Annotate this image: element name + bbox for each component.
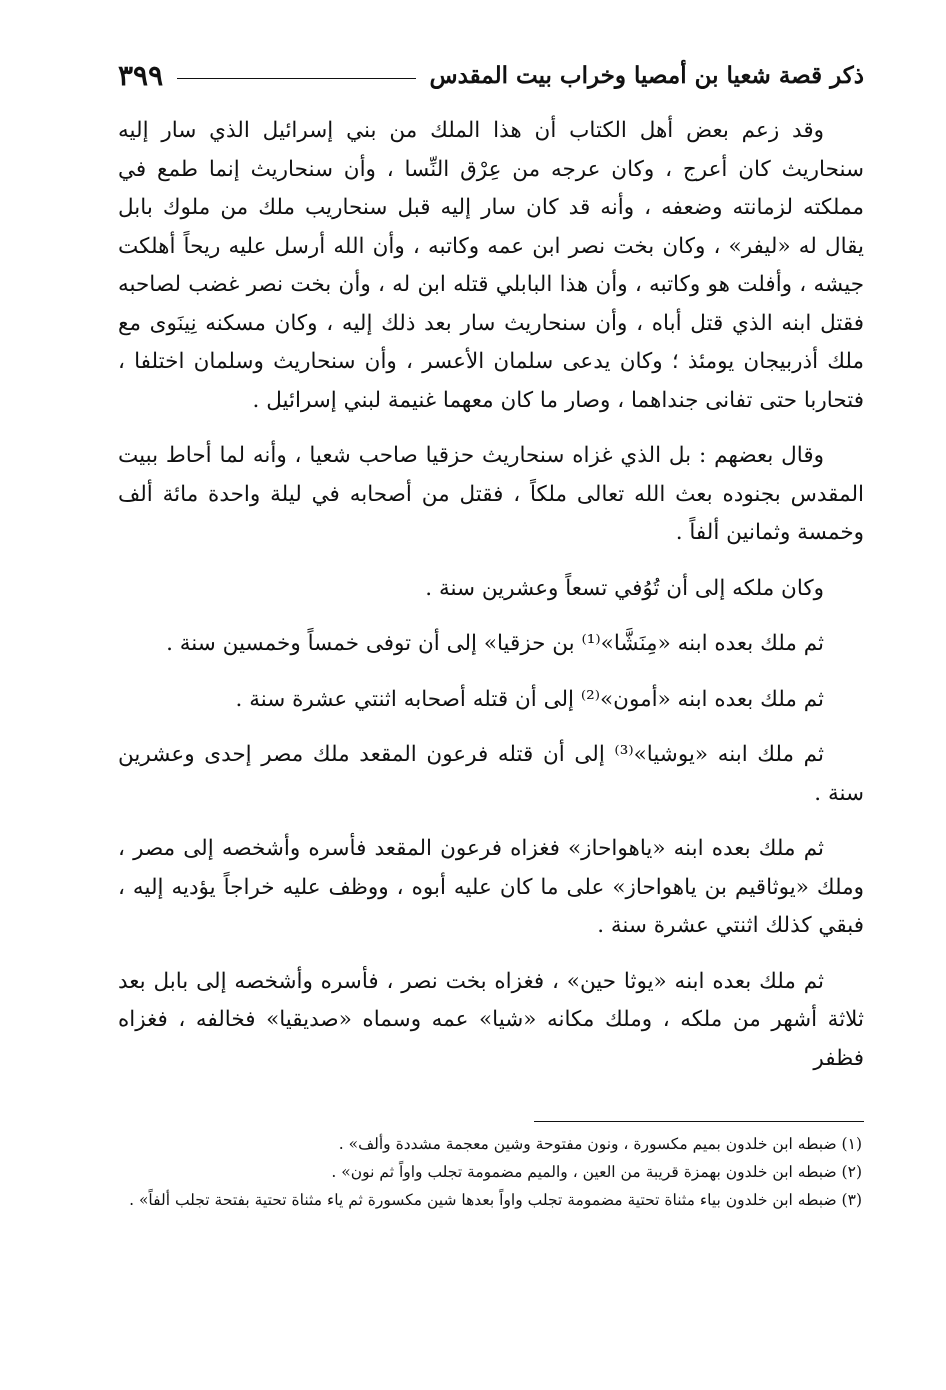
footnotes xyxy=(118,1130,862,1214)
page-number: ٣٩٩ xyxy=(118,58,164,92)
footnote-3: (٣) ضبطه ابن خلدون بياء مثناة تحتية مضمومة تجلب واواً بعدها شين مكسورة ثم ياء مثناة تحتية بفتحة تجلب ألفاً» . xyxy=(129,1191,862,1209)
page-header xyxy=(118,52,864,98)
paragraph-8: ثم ملك بعده ابنه «يوثا حين» ، فغزاه بخت نصر ، فأسره وأشخصه إلى بابل بعد ثلاثة أشهر من ملكه ، وملك مكانه «شيا» عمه وسماه «صديقيا» فخالفه ، فغزاه فظفر xyxy=(118,968,864,1071)
paragraph-4: ثم ملك بعده ابنه «مِنَشَّا»⁽¹⁾ بن حزقيا» إلى أن توفى خمساً وخمسين سنة . xyxy=(166,631,824,656)
header-rule xyxy=(177,78,415,79)
running-title: ذكر قصة شعيا بن أمصيا وخراب بيت المقدس xyxy=(429,61,864,89)
paragraph-2: وقال بعضهم : بل الذي غزاه سنحاريث حزقيا صاحب شعيا ، وأنه لما أحاط ببيت المقدس بجنوده بعث الله تعالى ملكاً ، فقتل من أصحابه في ليلة واحدة مائة ألف وخمسة وثمانين ألفاً . xyxy=(118,443,864,545)
paragraph-5: ثم ملك بعده ابنه «أمون»⁽²⁾ إلى أن قتله أصحابه اثنتي عشرة سنة . xyxy=(235,686,824,712)
paragraph-1: وقد زعم بعض أهل الكتاب أن هذا الملك من بني إسرائيل الذي سار إليه سنحاريث كان أعرج ، وكان عرجه من عِرْق النِّسا ، وأن سنحاريث إنما طمع في مملكته لزمانته وضعفه ، وأنه قد كان سار إليه قبل سنحاريب ملك من ملوك بابل يقال له «ليفر» ، وكان بخت نصر ابن عمه وكاتبه ، وأن الله أرسل عليه ريحاً أهلكت جيشه ، وأفلت هو وكاتبه ، وأن هذا البابلي قتله ابن له ، وأن بخت نصر غضب لصاحبه فقتل ابنه الذي قتل أباه ، وأن سنحاريث سار بعد ذلك إليه ، وكان مسكنه نِينَوى مع ملك أذربيجان يومئذ ؛ وكان يدعى سلمان الأعسر ، وأن سنحاريث وسلمان اختلفا ، فتحاربا حتى تفانى جنداهما ، وصار ما كان معهما غنيمة لبني إسرائيل . xyxy=(118,118,864,413)
footnote-1: (١) ضبطه ابن خلدون بميم مكسورة ، ونون مفتوحة وشين معجمة مشددة وألف» . xyxy=(338,1135,862,1153)
paragraph-6: ثم ملك ابنه «يوشيا»⁽³⁾ إلى أن قتله فرعون المقعد ملك مصر إحدى وعشرين سنة . xyxy=(118,742,864,806)
body-text xyxy=(118,112,864,1095)
paragraph-7: ثم ملك بعده ابنه «ياهواحاز» فغزاه فرعون المقعد فأسره وأشخصه إلى مصر ، وملك «يوثاقيم بن ياهواحاز» على ما كان عليه أبوه ، ووظف عليه خراجاً يؤديه إليه ، فبقي كذلك اثنتي عشرة سنة . xyxy=(118,836,864,938)
footnote-2: (٢) ضبطه ابن خلدون بهمزة قريبة من العين ، والميم مضمومة تجلب واواً ثم نون» . xyxy=(331,1163,862,1181)
paragraph-3: وكان ملكه إلى أن تُوُفي تسعاً وعشرين سنة . xyxy=(425,575,824,601)
footnote-separator xyxy=(534,1121,864,1122)
